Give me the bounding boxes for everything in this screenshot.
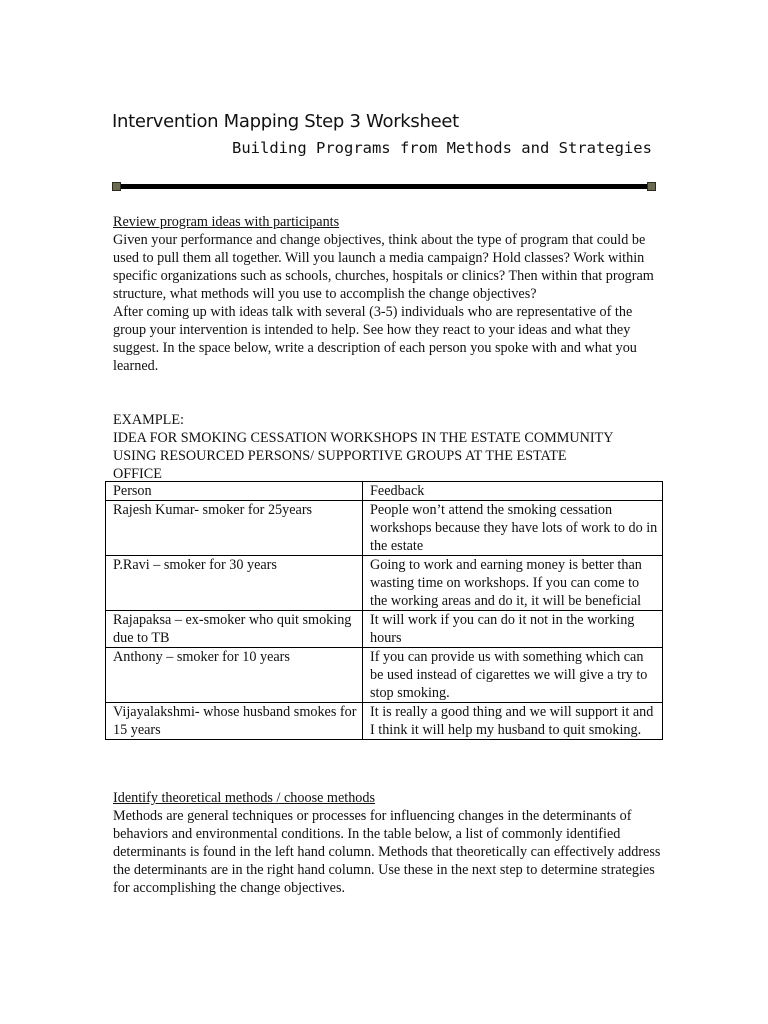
person-cell: Anthony – smoker for 10 years bbox=[106, 648, 363, 703]
person-cell: Rajapaksa – ex-smoker who quit smoking due to TB bbox=[106, 611, 363, 648]
example-line-2: USING RESOURCED PERSONS/ SUPPORTIVE GROUPS AT THE ESTATE bbox=[113, 448, 567, 464]
example-label: EXAMPLE: bbox=[113, 412, 184, 428]
table-row bbox=[106, 611, 663, 648]
person-cell: Rajesh Kumar- smoker for 25years bbox=[106, 501, 363, 556]
feedback-table bbox=[105, 481, 663, 740]
feedback-cell: It will work if you can do it not in the working hours bbox=[363, 611, 663, 648]
paragraph-talk-with-individuals: After coming up with ideas talk with several (3-5) individuals who are representative of the group your intervention is intended to help. See how they react to your ideas and what they suggest. In the space below, write a description of each person you spoke with and what you learned. bbox=[113, 304, 637, 374]
paragraph-objectives: Given your performance and change objectives, think about the type of program that could be used to pull them all together. Will you launch a media campaign? Hold classes? Work within specific organizations such as schools, churches, hospitals or clinics? Then within that program structure, what methods will you use to accomplish the change objectives? bbox=[113, 232, 654, 302]
horizontal-rule bbox=[112, 182, 656, 190]
page-title: Intervention Mapping Step 3 Worksheet bbox=[112, 111, 459, 132]
person-cell: P.Ravi – smoker for 30 years bbox=[106, 556, 363, 611]
rule-cap-left bbox=[112, 182, 121, 191]
column-header-feedback: Feedback bbox=[363, 482, 663, 501]
section-identify-methods bbox=[113, 789, 663, 897]
rule-cap-right bbox=[647, 182, 656, 191]
table-header-row bbox=[106, 482, 663, 501]
page-subtitle: Building Programs from Methods and Strategies bbox=[232, 139, 652, 157]
example-block bbox=[113, 411, 663, 483]
table-row bbox=[106, 556, 663, 611]
column-header-person: Person bbox=[106, 482, 363, 501]
example-line-3: OFFICE bbox=[113, 466, 162, 482]
rule-bar bbox=[116, 184, 652, 189]
paragraph-methods: Methods are general techniques or processes for influencing changes in the determinants of behaviors and environmental conditions. In the table below, a list of commonly identified determinants is found in the left hand column. Methods that theoretically can effectively address the determinants are in the right hand column. Use these in the next step to determine strategies for accomplishing the change objectives. bbox=[113, 808, 661, 896]
section-heading-methods: Identify theoretical methods / choose methods bbox=[113, 790, 376, 806]
feedback-cell: If you can provide us with something which can be used instead of cigarettes we will give a try to stop smoking. bbox=[363, 648, 663, 703]
table-row bbox=[106, 703, 663, 740]
section-review-ideas bbox=[113, 213, 663, 375]
example-line-1: IDEA FOR SMOKING CESSATION WORKSHOPS IN THE ESTATE COMMUNITY bbox=[113, 430, 614, 446]
section-heading-review: Review program ideas with participants bbox=[113, 214, 340, 230]
person-cell: Vijayalakshmi- whose husband smokes for 15 years bbox=[106, 703, 363, 740]
feedback-cell: People won’t attend the smoking cessation workshops because they have lots of work to do in the estate bbox=[363, 501, 663, 556]
feedback-cell: Going to work and earning money is better than wasting time on workshops. If you can come to the working areas and do it, it will be beneficial bbox=[363, 556, 663, 611]
feedback-cell: It is really a good thing and we will support it and I think it will help my husband to quit smoking. bbox=[363, 703, 663, 740]
table-row bbox=[106, 648, 663, 703]
table-row bbox=[106, 501, 663, 556]
